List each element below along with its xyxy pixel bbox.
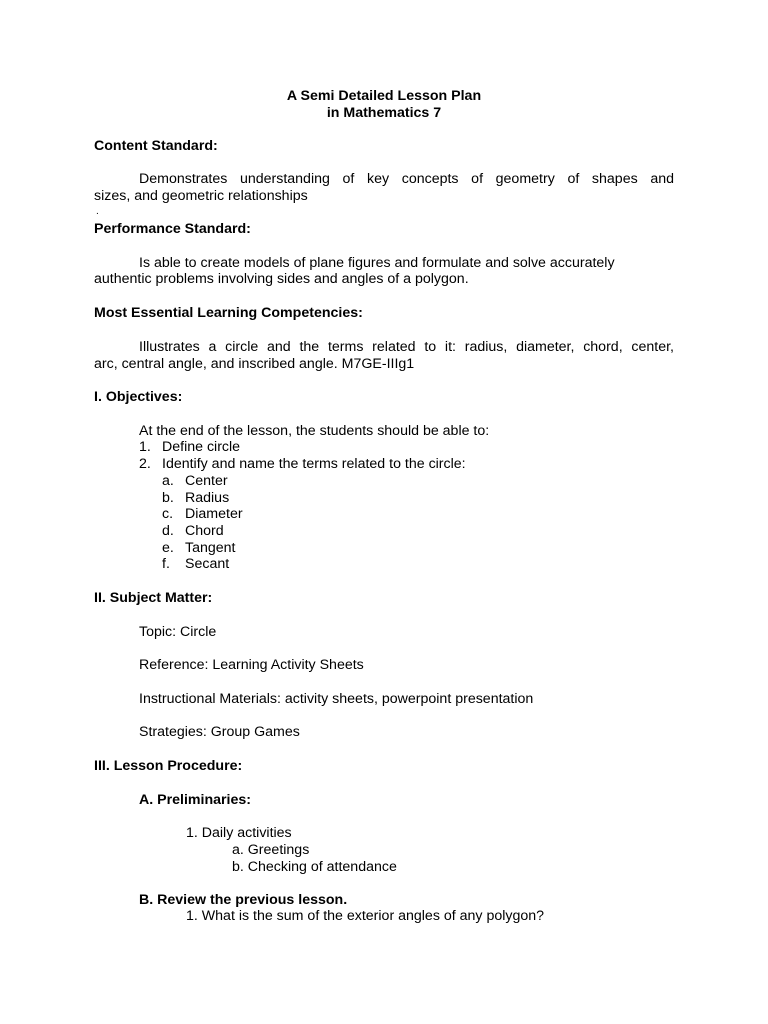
subitem-text: Secant <box>185 556 230 572</box>
subitem-letter: b. <box>162 490 174 506</box>
objective-number: 2. <box>139 456 151 472</box>
subitem-letter: d. <box>162 523 174 539</box>
performance-standard-heading: Performance Standard: <box>94 221 251 237</box>
subject-matter-heading: II. Subject Matter: <box>94 590 213 606</box>
objectives-heading: I. Objectives: <box>94 389 183 405</box>
daily-activities: 1. Daily activities <box>186 825 292 841</box>
stray-dot: . <box>96 206 99 217</box>
topic: Topic: Circle <box>139 624 217 640</box>
title-line-1: A Semi Detailed Lesson Plan <box>286 88 482 104</box>
subitem-letter: c. <box>162 506 174 522</box>
objective-text: Identify and name the terms related to the circle: <box>162 456 466 472</box>
subitem-text: Chord <box>185 523 224 539</box>
subitem-letter: e. <box>162 540 174 556</box>
subitem-text: Diameter <box>185 506 243 522</box>
objective-text: Define circle <box>162 439 241 455</box>
strategies: Strategies: Group Games <box>139 724 300 740</box>
subitem-letter: f. <box>162 556 170 572</box>
melc-line-2: arc, central angle, and inscribed angle. M7GE-IIIg1 <box>94 356 415 372</box>
melc-heading: Most Essential Learning Competencies: <box>94 305 363 321</box>
reference: Reference: Learning Activity Sheets <box>139 657 364 673</box>
content-standard-heading: Content Standard: <box>94 138 218 154</box>
subitem-text: Radius <box>185 490 230 506</box>
subitem-text: Tangent <box>185 540 236 556</box>
preliminaries-heading: A. Preliminaries: <box>139 792 251 808</box>
performance-standard-line-2: authentic problems involving sides and angles of a polygon. <box>94 271 469 287</box>
subitem-letter: a. <box>162 473 174 489</box>
instructional-materials: Instructional Materials: activity sheets, powerpoint presentation <box>139 691 534 707</box>
content-standard-line-2: sizes, and geometric relationships <box>94 188 308 204</box>
review-question: 1. What is the sum of the exterior angles of any polygon? <box>186 908 545 924</box>
subitem-text: Center <box>185 473 228 489</box>
melc-line-1: Illustrates a circle and the terms related to it: radius, diameter, chord, center, <box>139 339 674 355</box>
greetings: a. Greetings <box>232 842 310 858</box>
checking-attendance: b. Checking of attendance <box>232 859 397 875</box>
lesson-procedure-heading: III. Lesson Procedure: <box>94 758 243 774</box>
content-standard-line-1: Demonstrates understanding of key concepts of geometry of shapes and <box>139 171 674 187</box>
review-heading: B. Review the previous lesson. <box>139 892 348 908</box>
performance-standard-line-1: Is able to create models of plane figures and formulate and solve accurately <box>139 255 615 271</box>
objective-number: 1. <box>139 439 151 455</box>
title-line-2: in Mathematics 7 <box>326 105 442 121</box>
objectives-intro: At the end of the lesson, the students should be able to: <box>139 423 490 439</box>
